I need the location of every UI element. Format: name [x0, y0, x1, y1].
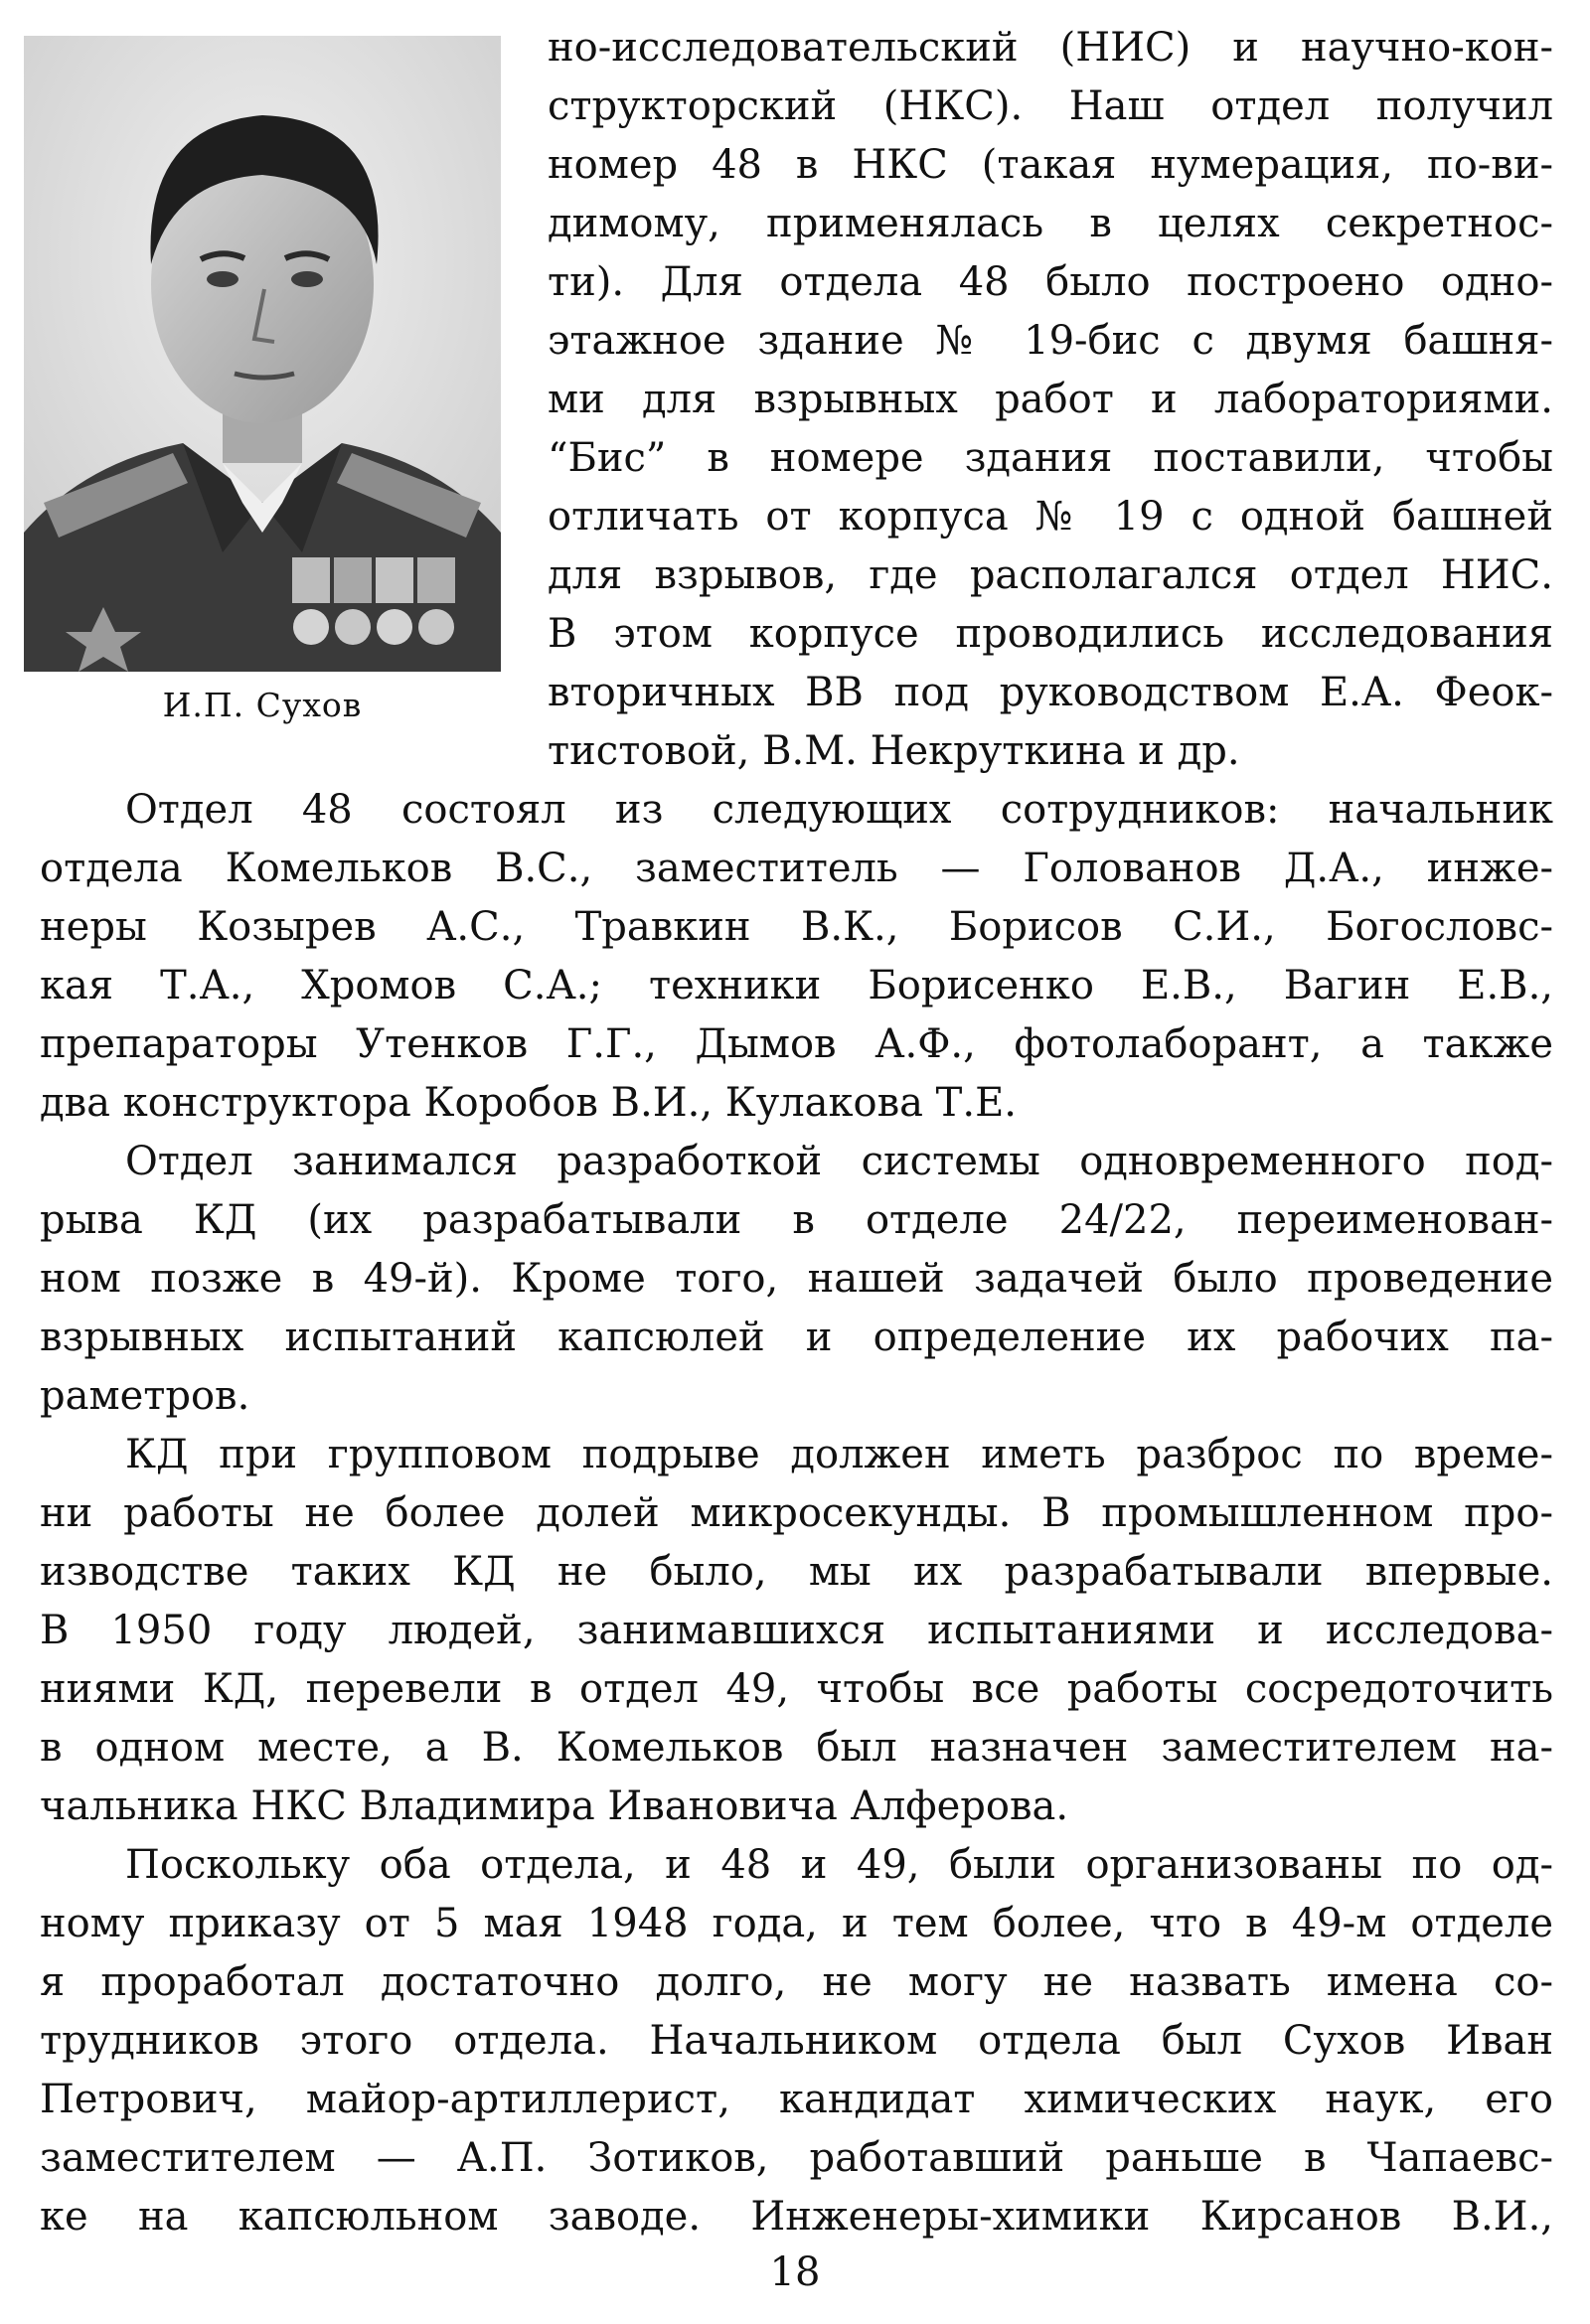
text-line: чальника НКС Владимира Ивановича Алферова. [40, 1783, 1069, 1829]
text-line: вторичных ВВ под руководством Е.А. Феок- [548, 670, 1553, 715]
text-line: ти). Для отдела 48 было построено одно- [548, 259, 1553, 305]
portrait-photo [24, 36, 501, 672]
photo-caption: И.П. Сухов [162, 686, 363, 724]
text-line: этажное здание № 19-бис с двумя башня- [548, 318, 1553, 364]
text-line: но-исследовательский (НИС) и научно-кон- [548, 25, 1553, 71]
text-line: рыва КД (их разрабатывали в отделе 24/22, переименован- [40, 1197, 1553, 1243]
text-line: В этом корпусе проводились исследования [548, 611, 1553, 657]
text-line: КД при групповом подрыве должен иметь разброс по време- [125, 1432, 1553, 1477]
text-line: отдела Комельков В.С., заместитель — Голованов Д.А., инже- [40, 846, 1553, 891]
text-line: Отдел 48 состоял из следующих сотрудников: начальник [125, 787, 1553, 833]
text-line: Петрович, майор-артиллерист, кандидат химических наук, его [40, 2077, 1553, 2122]
text-line: я проработал достаточно долго, не могу не назвать имена со- [40, 1959, 1553, 2005]
text-line: изводстве таких КД не было, мы их разрабатывали впервые. [40, 1549, 1553, 1595]
text-line: для взрывов, где располагался отдел НИС. [548, 552, 1553, 598]
text-line: ми для взрывных работ и лабораториями. [548, 377, 1553, 422]
text-line: Поскольку оба отдела, и 48 и 49, были организованы по од- [125, 1842, 1553, 1888]
text-line: ни работы не более долей микросекунды. В промышленном про- [40, 1490, 1553, 1536]
text-line: номер 48 в НКС (такая нумерация, по-ви- [548, 142, 1553, 188]
page-number: 18 [769, 2249, 821, 2295]
text-line: тистовой, В.М. Некруткина и др. [548, 728, 1240, 774]
portrait-icon [24, 36, 501, 672]
text-line: ном позже в 49-й). Кроме того, нашей задачей было проведение [40, 1256, 1553, 1302]
text-line: “Бис” в номере здания поставили, чтобы [548, 435, 1553, 481]
text-line: димому, применялась в целях секретнос- [548, 201, 1553, 246]
text-line: взрывных испытаний капсюлей и определение их рабочих па- [40, 1315, 1553, 1360]
text-line: в одном месте, а В. Комельков был назначен заместителем на- [40, 1725, 1553, 1771]
text-line: препараторы Утенков Г.Г., Дымов А.Ф., фотолаборант, а также [40, 1021, 1553, 1067]
text-line: В 1950 году людей, занимавшихся испытаниями и исследова- [40, 1608, 1553, 1653]
text-line: раметров. [40, 1373, 250, 1419]
text-line: Отдел занимался разработкой системы одновременного под- [125, 1139, 1553, 1184]
text-line: ке на капсюльном заводе. Инженеры-химики Кирсанов В.И., [40, 2194, 1553, 2240]
text-line: трудников этого отдела. Начальником отдела был Сухов Иван [40, 2018, 1553, 2064]
text-line: заместителем — А.П. Зотиков, работавший раньше в Чапаевс- [40, 2135, 1553, 2181]
text-line: неры Козырев А.С., Травкин В.К., Борисов С.И., Богословс- [40, 904, 1553, 950]
text-line: два конструктора Коробов В.И., Кулакова Т.Е. [40, 1080, 1017, 1126]
text-line: структорский (НКС). Наш отдел получил [548, 83, 1553, 129]
text-line: кая Т.А., Хромов С.А.; техники Борисенко Е.В., Вагин Е.В., [40, 963, 1553, 1008]
text-line: ниями КД, перевели в отдел 49, чтобы все работы сосредоточить [40, 1666, 1553, 1712]
text-line: отличать от корпуса № 19 с одной башней [548, 494, 1553, 540]
text-line: ному приказу от 5 мая 1948 года, и тем более, что в 49-м отделе [40, 1901, 1553, 1946]
